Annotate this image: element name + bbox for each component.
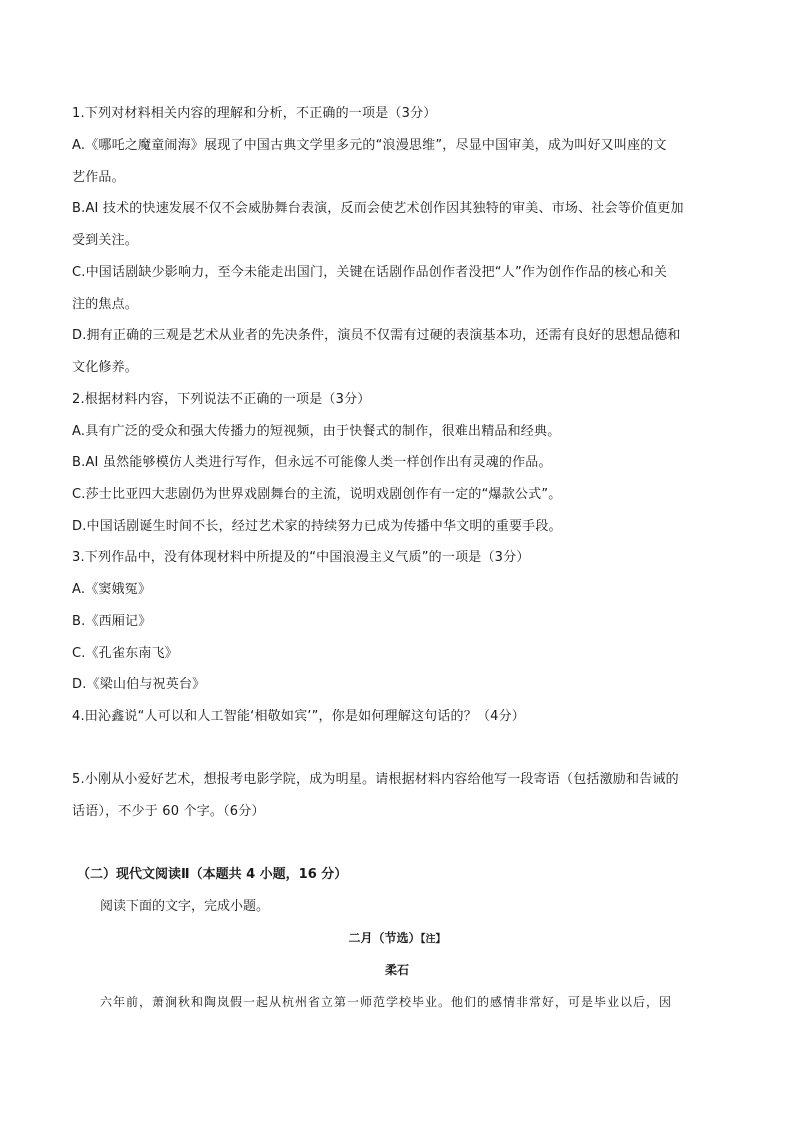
question-3-option-d: D.《梁山伯与祝英台》 bbox=[72, 677, 206, 692]
question-2-option-b: B.AI 虽然能够模仿人类进行写作，但永远不可能像人类一样创作出有灵魂的作品。 bbox=[72, 455, 552, 470]
question-5-line2: 话语），不少于 60 个字。（6分） bbox=[72, 804, 265, 819]
section-2-heading: （二）现代文阅读Ⅱ（本题共 4 小题，16 分） bbox=[77, 867, 348, 882]
question-2-option-a: A.具有广泛的受众和强大传播力的短视频，由于快餐式的制作，很难出精品和经典。 bbox=[72, 424, 561, 439]
question-1-option-a-line2: 艺作品。 bbox=[72, 170, 125, 185]
question-2-option-c: C.莎士比亚四大悲剧仍为世界戏剧舞台的主流，说明戏剧创作有一定的“爆款公式”。 bbox=[72, 487, 562, 502]
section-2-instruction: 阅读下面的文字，完成小题。 bbox=[100, 899, 270, 914]
question-1-option-b-line1: B.AI 技术的快速发展不仅不会威胁舞台表演，反而会使艺术创作因其独特的审美、市场、社会等价值更加 bbox=[72, 201, 684, 216]
question-5-line1: 5.小刚从小爱好艺术，想报考电影学院，成为明星。请根据材料内容给他写一段寄语（包括激励和告诫的 bbox=[72, 772, 679, 787]
question-3-option-c: C.《孔雀东南飞》 bbox=[72, 646, 179, 661]
question-1-option-a-line1: A.《哪吒之魔童闹海》展现了中国古典文学里多元的“浪漫思维”，尽显中国审美，成为叫好又叫座的文 bbox=[72, 138, 667, 153]
question-1-option-b-line2: 受到关注。 bbox=[72, 233, 139, 248]
question-3-option-b: B.《西厢记》 bbox=[72, 614, 152, 629]
passage-author: 柔石 bbox=[384, 963, 409, 977]
passage-title-text: 二月（节选） bbox=[348, 931, 421, 945]
passage-title-note-mark: 【注】 bbox=[420, 934, 446, 945]
question-1-option-c-line1: C.中国话剧缺少影响力，至今未能走出国门，关键在话剧作品创作者没把“人”作为创作作品的核心和关 bbox=[72, 265, 668, 280]
question-1-stem: 1.下列对材料相关内容的理解和分析，不正确的一项是（3分） bbox=[72, 106, 437, 121]
passage-title bbox=[0, 930, 794, 948]
question-3-option-a: A.《窦娥冤》 bbox=[72, 582, 152, 597]
question-3-stem: 3.下列作品中，没有体现材料中所提及的“中国浪漫主义气质”的一项是（3分） bbox=[72, 550, 530, 565]
question-2-stem: 2.根据材料内容，下列说法不正确的一项是（3分） bbox=[72, 392, 371, 407]
question-2-option-d: D.中国话剧诞生时间不长，经过艺术家的持续努力已成为传播中华文明的重要手段。 bbox=[72, 519, 562, 534]
question-4-stem: 4.田沁鑫说“人可以和人工智能‘相敬如宾’”，你是如何理解这句话的？（4分） bbox=[72, 709, 526, 724]
question-1-option-c-line2: 注的焦点。 bbox=[72, 297, 139, 312]
passage-paragraph-1: 六年前，萧涧秋和陶岚假一起从杭州省立第一师范学校毕业。他们的感情非常好，可是毕业以后，因 bbox=[100, 995, 673, 1009]
question-1-option-d-line2: 文化修养。 bbox=[72, 360, 139, 375]
question-1-option-d-line1: D.拥有正确的三观是艺术从业者的先决条件，演员不仅需有过硬的表演基本功，还需有良好的思想品德和 bbox=[72, 328, 681, 343]
